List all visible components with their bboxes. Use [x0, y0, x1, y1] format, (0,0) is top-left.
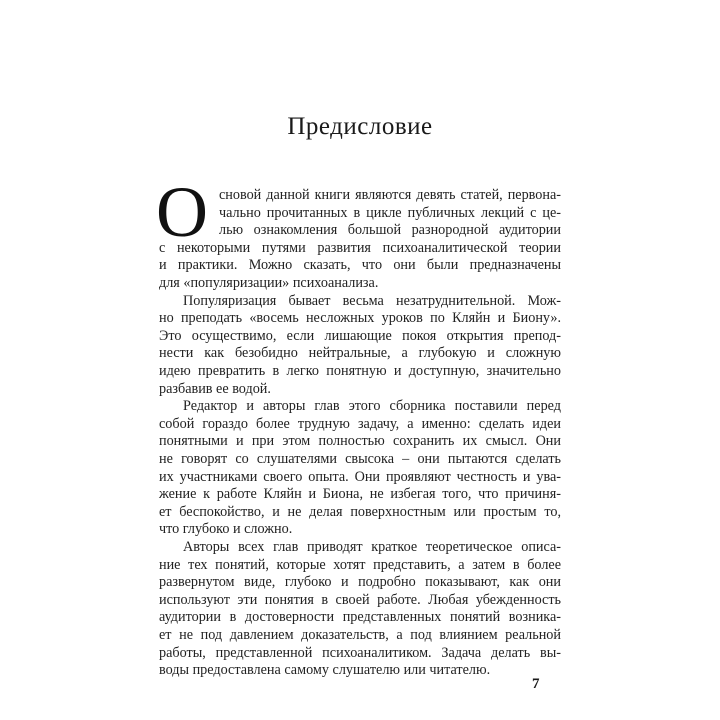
text-line: Редактор и авторы глав этого сборника поставили перед	[183, 398, 561, 415]
text-line: идею превратить в легко понятную и доступную, значительно	[159, 363, 561, 379]
text-line: развернутом виде, глубоко и подробно показывают, как они	[159, 574, 561, 591]
text-line: что глубоко и сложно.	[159, 521, 293, 538]
text-line: нести как безобидно нейтральные, а глубокую и сложную	[159, 345, 561, 362]
text-line: воды предоставлена самому слушателю или читателю.	[159, 662, 491, 679]
text-line: разбавив ее водой.	[159, 380, 271, 397]
text-line: используют эти понятия в своей работе. Любая убежденность	[159, 591, 561, 608]
text-line: понятными и при этом полностью сохранить их смысл. Они	[159, 433, 561, 450]
text-line: Авторы всех глав приводят краткое теоретическое описа-	[183, 539, 561, 555]
text-line: ет не под давлением доказательств, а под влиянием реальной	[159, 627, 561, 643]
text-line: работы, представленной психоаналитиком. Задача делать вы-	[159, 644, 561, 661]
text-line: их участниками своего опыта. Они проявляют честность и ува-	[159, 468, 561, 485]
text-line: Это осуществимо, если лишающие покоя открытия препод-	[159, 327, 561, 344]
text-line: для «популяризации» психоанализа.	[159, 275, 379, 291]
text-line: лью ознакомления большой разнородной аудитории	[219, 222, 561, 239]
text-line: Популяризация бывает весьма незатруднительной. Мож-	[183, 292, 561, 309]
text-line: но преподать «восемь несложных уроков по Кляйн и Биону».	[159, 310, 561, 327]
drop-cap: О	[156, 172, 208, 252]
text-line: сновой данной книги являются девять статей, первона-	[219, 187, 561, 203]
text-line: и практики. Можно сказать, что они были предназначены	[159, 257, 561, 274]
text-line: аудитории в достоверности представленных понятий возника-	[159, 609, 561, 626]
page-number: 7	[532, 676, 540, 692]
text-line: с некоторыми путями развития психоаналитической теории	[159, 239, 561, 256]
text-line: ние тех понятий, которые хотят представить, а затем в более	[159, 556, 561, 573]
page-title: Предисловие	[287, 113, 433, 140]
text-line: собой гораздо более трудную задачу, а именно: сделать идеи	[159, 415, 561, 432]
text-line: жение к работе Кляйн и Биона, не избегая того, что причиня-	[159, 486, 561, 503]
text-line: ет беспокойство, и не делая поверхностным или простым то,	[159, 503, 561, 520]
text-line: чально прочитанных в цикле публичных лекций с це-	[219, 204, 561, 221]
text-line: не говорят со слушателями свысока – они пытаются сделать	[159, 451, 561, 467]
